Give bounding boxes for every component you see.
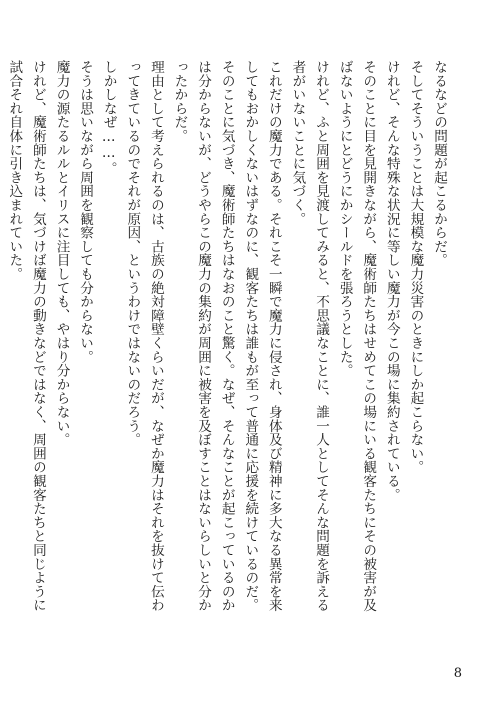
paragraph: しかしなぜ……。	[100, 60, 117, 176]
paragraph: これだけの魔力である。それこそ一瞬で魔力に侵され、身体及び精神に多大なる異常を来してもおかしくないはずなのに、観客たちは誰もが至って普通に応援を続けているのだ。	[242, 60, 282, 612]
paragraph: けれど、そんな特殊な状況に等しい魔力が今この場に集約されている。	[383, 60, 400, 502]
paragraph: けれど、ふと周囲を見渡してみると、不思議なことに、誰一人としてそんな問題を訴える者がいないことに気づく。	[289, 60, 330, 612]
paragraph: 魔力の源たるルルとイリスに注目しても、やはり分からない。	[53, 60, 70, 447]
paragraph: そのことに目を見開きながら、魔術師たちはせめてこの場にいる観客たちにその被害が及ばないようにとどうにかシールドを張ろうとした。	[336, 60, 377, 612]
paragraph: 理由として考えられるのは、古族の絶対障壁くらいだが、なぜか魔力はそれを抜けて伝わってきているのでそれが原因、というわけではないのだろう。	[124, 60, 164, 612]
body-text	[2, 60, 450, 620]
paragraph: そしてそういうことは大規模な魔力災害のときにしか起こらない。	[407, 60, 424, 474]
paragraph: なるなどの問題が起こるからだ。	[431, 60, 447, 267]
paragraph: そうは思いながら周囲を観察しても分からない。	[77, 60, 94, 364]
paragraph: けれど、魔術師たちは、気づけば魔力の動きなどではなく、周囲の観客たちと同じように試合それ自体に引き込まれていた。	[6, 60, 46, 612]
paragraph: そのことに気づき、魔術師たちはなおのこと驚く。なぜ、そんなことが起こっているのかは分からないが、どうやらこの魔力の集約が周囲に被害を及ぼすことはないらしいと分かったからだ。	[171, 60, 235, 612]
page-number: 8	[453, 666, 462, 681]
